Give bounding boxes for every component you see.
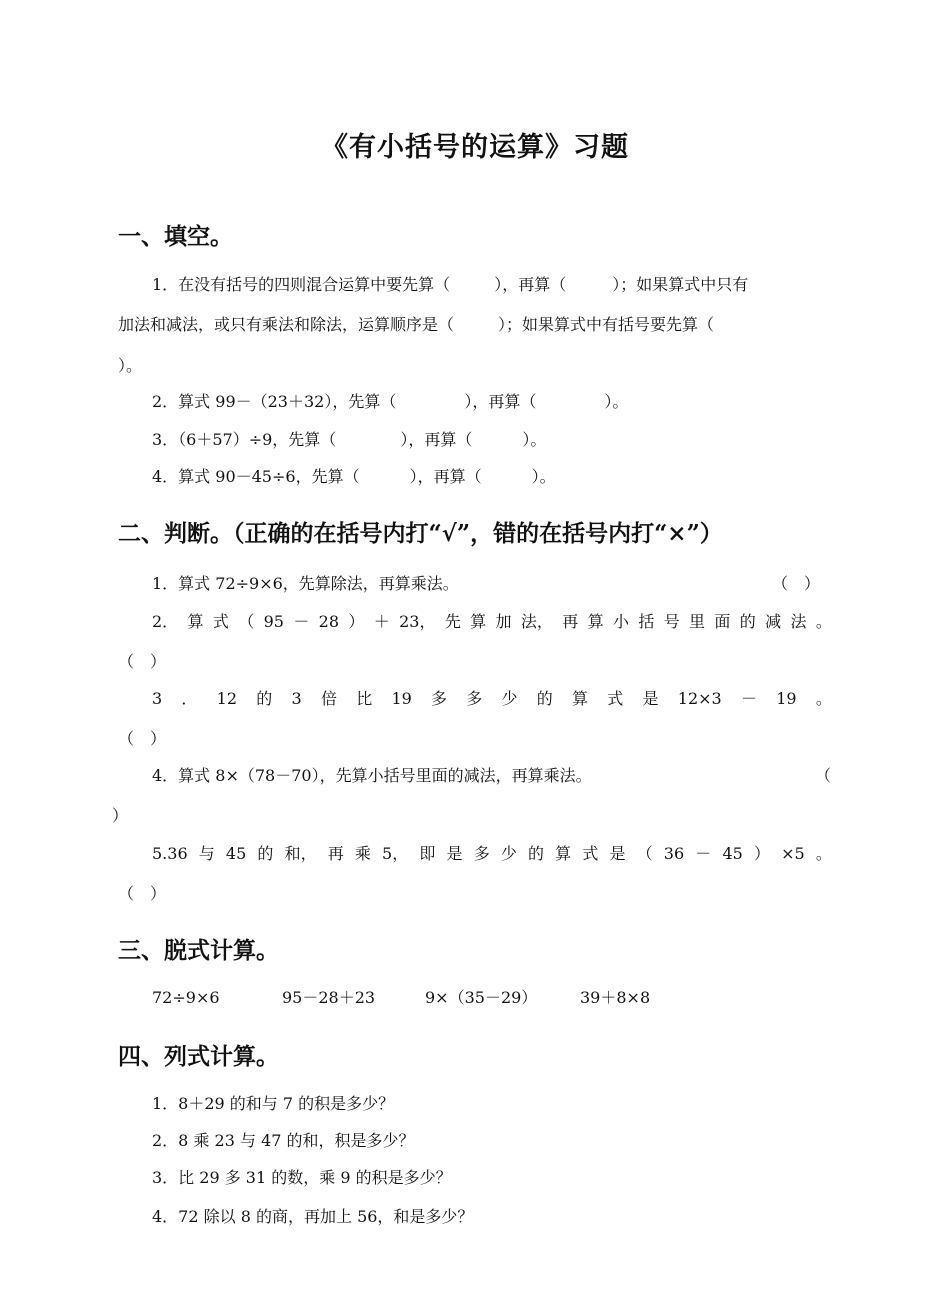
judge-q4-paren-close[interactable]: ） <box>112 806 129 825</box>
judge-j5-token: 算 <box>555 844 572 863</box>
page-title: 《有小括号的运算》习题 <box>321 132 629 163</box>
judge-q3-line <box>152 689 832 709</box>
judge-j3-token: 19 <box>776 689 797 708</box>
word-problem-1: 1．8＋29 的和与 7 的积是多少？ <box>152 1094 395 1113</box>
judge-j2-token: 28 <box>318 612 340 631</box>
judge-j2-token: 括 <box>638 612 655 631</box>
judge-j2-token: 2． <box>152 612 179 631</box>
section-heading-fill: 一、填空。 <box>118 223 233 250</box>
judge-j3-token: 算 <box>572 689 589 708</box>
judge-j5-token: 。 <box>815 844 832 863</box>
judge-j2-token: 里 <box>689 612 706 631</box>
judge-q2-line <box>152 612 832 632</box>
judge-j3-token: 式 <box>607 689 624 708</box>
judge-j3-token: 12 <box>216 689 238 708</box>
judge-j2-token: 小 <box>612 612 629 631</box>
judge-j2-token: 加 <box>495 612 512 631</box>
calc-item-3: 9×（35－29） <box>425 988 538 1007</box>
judge-j5-token: 多 <box>473 844 490 863</box>
judge-j5-token: 是 <box>446 844 463 863</box>
judge-j3-token: － <box>740 689 757 708</box>
judge-j5-token: 和， <box>284 844 317 863</box>
word-problem-4: 4．72 除以 8 的商，再加上 56，和是多少？ <box>152 1207 474 1226</box>
judge-j5-token: 5， <box>382 844 409 863</box>
judge-j2-token: 23， <box>399 612 436 631</box>
judge-j3-token: 12×3 <box>677 689 722 708</box>
judge-j2-token: 面 <box>714 612 731 631</box>
judge-q1-text: 1．算式 72÷9×6，先算除法，再算乘法。 <box>152 574 459 593</box>
fill-q4 <box>152 467 556 487</box>
judge-j2-token: （ <box>238 612 255 631</box>
section-heading-judge: 二、判断。（正确的在括号内打“√”，错的在括号内打“×”） <box>118 520 723 547</box>
judge-j5-token: 45 <box>722 844 743 863</box>
judge-q5-answer-paren[interactable]: （ ） <box>118 884 167 903</box>
judge-j5-token: 乘 <box>354 844 371 863</box>
judge-j2-token: 式 <box>212 612 229 631</box>
judge-j3-token: 的 <box>536 689 553 708</box>
judge-j3-token: 少 <box>501 689 518 708</box>
judge-q3-answer-paren[interactable]: （ ） <box>118 729 167 748</box>
judge-j2-token: 法， <box>520 612 553 631</box>
judge-q4-text: 4．算式 8×（78－70），先算小括号里面的减法，再算乘法。 <box>152 766 592 785</box>
judge-j5-token: 45 <box>225 844 247 863</box>
calc-item-1: 72÷9×6 <box>152 988 220 1007</box>
judge-q4-paren-open[interactable]: （ <box>815 766 832 785</box>
judge-j3-token: 倍 <box>320 689 337 708</box>
judge-j2-token: 95 <box>263 612 284 631</box>
fill-q2-part: ）。 <box>604 392 629 411</box>
calc-item-4: 39＋8×8 <box>580 988 651 1007</box>
fill-q1-line3: ）。 <box>118 356 143 375</box>
word-problem-2: 2．8 乘 23 与 47 的和，积是多少？ <box>152 1131 415 1150</box>
fill-q3-part: ），再算（ <box>400 430 473 449</box>
fill-q2-part: ），再算（ <box>464 392 537 411</box>
judge-q1-answer-paren[interactable]: （ ） <box>772 574 821 593</box>
judge-j5-token: － <box>695 844 712 863</box>
judge-j3-token: 多 <box>431 689 448 708</box>
fill-q4-part: ）。 <box>531 467 556 486</box>
judge-j5-token: 的 <box>257 844 274 863</box>
section-heading-calc: 三、脱式计算。 <box>118 937 279 964</box>
fill-q4-part: ），再算（ <box>409 467 482 486</box>
judge-j3-token: 。 <box>815 689 832 708</box>
judge-j3-token: 是 <box>642 689 659 708</box>
judge-j5-token: （ <box>636 844 653 863</box>
fill-q4-part: 4．算式 90－45÷6，先算（ <box>152 467 360 486</box>
judge-j2-token: － <box>293 612 310 631</box>
judge-j5-token: 再 <box>327 844 344 863</box>
judge-j5-token: ×5 <box>781 844 805 863</box>
fill-q1-line2 <box>118 315 714 335</box>
judge-j5-token: 的 <box>528 844 545 863</box>
fill-q1-line1 <box>152 275 748 295</box>
fill-q1-part: 加法和减法，或只有乘法和除法，运算顺序是（ <box>118 315 455 334</box>
judge-j2-token: 号 <box>663 612 680 631</box>
judge-j2-token: 算 <box>187 612 204 631</box>
section-heading-word: 四、列式计算。 <box>118 1043 279 1070</box>
judge-j2-token: 。 <box>815 612 832 631</box>
judge-j3-token: ． <box>181 689 198 708</box>
judge-j5-token: 36 <box>663 844 685 863</box>
judge-j5-token: 即 <box>419 844 436 863</box>
fill-q1-part: ）；如果算式中有括号要先算（ <box>498 315 715 334</box>
judge-j3-token: 3 <box>291 689 302 708</box>
judge-j2-token: ） <box>348 612 365 631</box>
judge-j5-token: 是 <box>609 844 626 863</box>
judge-j5-token: 5.36 <box>152 844 188 863</box>
judge-q5-line <box>152 844 832 864</box>
judge-j2-token: 先 <box>444 612 461 631</box>
judge-q2-answer-paren[interactable]: （ ） <box>118 652 167 671</box>
fill-q1-part: ）；如果算式中只有 <box>612 275 749 294</box>
word-problem-3: 3．比 29 多 31 的数，乘 9 的积是多少？ <box>152 1168 452 1187</box>
fill-q1-part: 1．在没有括号的四则混合运算中要先算（ <box>152 275 451 294</box>
judge-j2-token: 算 <box>470 612 487 631</box>
judge-j2-token: 法 <box>790 612 807 631</box>
judge-j3-token: 的 <box>256 689 273 708</box>
fill-q1-part: ），再算（ <box>494 275 567 294</box>
judge-j2-token: 减 <box>765 612 782 631</box>
judge-j2-token: 的 <box>739 612 756 631</box>
fill-q3-part: ）。 <box>522 430 547 449</box>
judge-j5-token: 少 <box>500 844 517 863</box>
judge-j5-token: ） <box>753 844 770 863</box>
fill-q3-part: 3．（6＋57）÷9，先算（ <box>152 430 337 449</box>
judge-j2-token: 算 <box>587 612 604 631</box>
judge-j5-token: 式 <box>582 844 599 863</box>
judge-j3-token: 多 <box>466 689 483 708</box>
judge-j5-token: 与 <box>198 844 215 863</box>
judge-j2-token: ＋ <box>373 612 390 631</box>
judge-j3-token: 比 <box>356 689 373 708</box>
fill-q2 <box>152 392 628 412</box>
judge-j2-token: 再 <box>562 612 579 631</box>
fill-q3 <box>152 430 546 450</box>
fill-q2-part: 2．算式 99－（23＋32），先算（ <box>152 392 397 411</box>
calc-item-2: 95－28＋23 <box>282 988 376 1007</box>
judge-j3-token: 19 <box>391 689 412 708</box>
judge-j3-token: 3 <box>152 689 163 708</box>
